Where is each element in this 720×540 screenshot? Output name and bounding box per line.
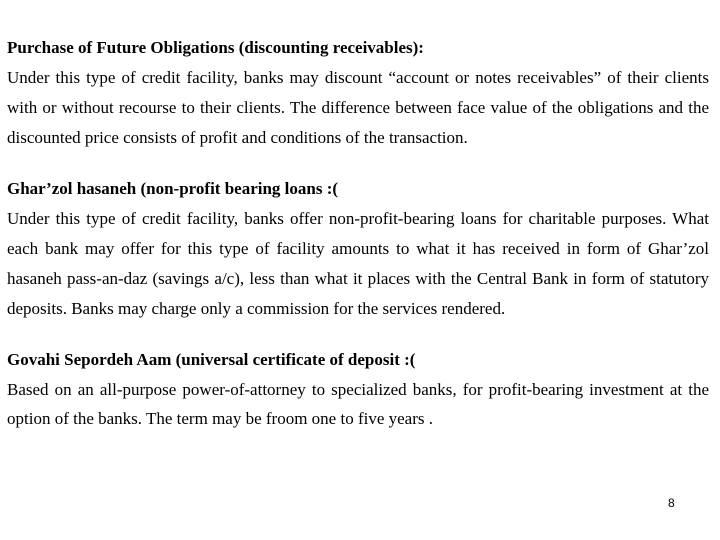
section-govahi-sepordeh — [7, 345, 709, 433]
section-heading: Purchase of Future Obligations (discounting receivables): — [7, 38, 424, 57]
slide-content — [7, 33, 709, 433]
section-gharzol-hasaneh — [7, 174, 709, 324]
section-heading: Ghar’zol hasaneh (non-profit bearing loans :( — [7, 179, 339, 198]
section-future-obligations — [7, 33, 709, 153]
section-heading: Govahi Sepordeh Aam (universal certificate of deposit :( — [7, 350, 416, 369]
section-body: Under this type of credit facility, banks may discount “account or notes receivables” of their clients with or without recourse to their clients. The difference between face value of the obligations and the discounted price consists of profit and conditions of the transaction. — [7, 68, 709, 147]
section-body: Based on an all-purpose power-of-attorney to specialized banks, for profit-bearing investment at the option of the banks. The term may be froom one to five years . — [7, 380, 709, 428]
page-number: 8 — [668, 496, 675, 510]
section-body: Under this type of credit facility, banks offer non-profit-bearing loans for charitable purposes. What each bank may offer for this type of facility amounts to what it has received in form of Ghar’zol hasaneh pass-an-daz (savings a/c), less than what it places with the Central Bank in form of statutory deposits. Banks may charge only a commission for the services rendered. — [7, 209, 709, 318]
